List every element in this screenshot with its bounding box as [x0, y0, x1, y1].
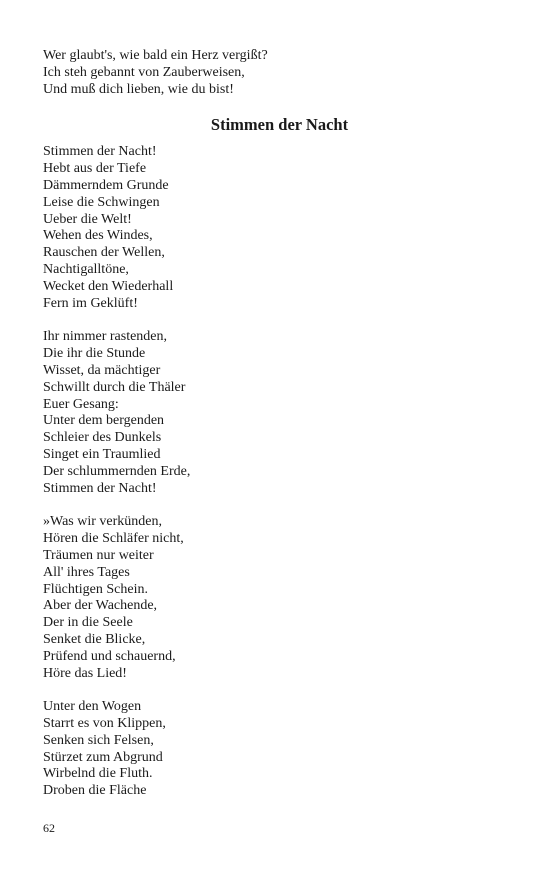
- verse-line: Wisset, da mächtiger: [43, 362, 161, 378]
- stanza-gap: [43, 497, 513, 514]
- previous-poem-ending: [43, 48, 513, 98]
- verse-line: Schwillt durch die Thäler: [43, 379, 186, 395]
- verse-line: Höre das Lied!: [43, 665, 127, 681]
- poem-title: Stimmen der Nacht: [210, 115, 349, 135]
- stanza-2: [43, 329, 513, 497]
- stanza-gap: [43, 312, 513, 329]
- verse-line: Wirbelnd die Fluth.: [43, 766, 153, 782]
- verse-line: Die ihr die Stunde: [43, 346, 146, 362]
- verse-line: Singet ein Traumlied: [43, 446, 161, 462]
- verse-line: Träumen nur weiter: [43, 547, 154, 563]
- verse-line: Fern im Geklüft!: [43, 295, 138, 311]
- verse-line: »Was wir verkünden,: [43, 514, 163, 530]
- verse-line: Nachtigalltöne,: [43, 261, 129, 277]
- verse-line: Wecket den Wiederhall: [43, 278, 174, 294]
- stanza-gap: [43, 682, 513, 699]
- verse-line: Schleier des Dunkels: [43, 430, 162, 446]
- verse-line: Der schlummernden Erde,: [43, 463, 191, 479]
- stanza-3: [43, 514, 513, 682]
- verse-line: Und muß dich lieben, wie du bist!: [43, 81, 234, 97]
- verse-line: Unter den Wogen: [43, 699, 142, 715]
- verse-line: Stimmen der Nacht!: [43, 144, 157, 160]
- verse-line: Aber der Wachende,: [43, 598, 158, 614]
- page-number: 62: [43, 821, 55, 835]
- verse-line: Stimmen der Nacht!: [43, 480, 157, 496]
- verse-line: Unter dem bergenden: [43, 413, 165, 429]
- verse-line: Hören die Schläfer nicht,: [43, 531, 184, 547]
- verse-line: Wehen des Windes,: [43, 228, 153, 244]
- stanza-4: [43, 699, 513, 800]
- verse-line: Stürzet zum Abgrund: [43, 749, 163, 765]
- verse-line: Rauschen der Wellen,: [43, 245, 165, 261]
- verse-line: Leise die Schwingen: [43, 194, 160, 210]
- stanza-1: [43, 144, 513, 312]
- verse-line: Euer Gesang:: [43, 396, 119, 412]
- verse-line: Ihr nimmer rastenden,: [43, 329, 168, 345]
- verse-line: Ueber die Welt!: [43, 211, 132, 227]
- verse-line: Droben die Fläche: [43, 783, 147, 799]
- verse-line: Dämmerndem Grunde: [43, 177, 169, 193]
- verse-line: Prüfend und schauernd,: [43, 648, 176, 664]
- verse-line: Ich steh gebannt von Zauberweisen,: [43, 64, 245, 80]
- verse-line: Senket die Blicke,: [43, 631, 146, 647]
- verse-line: Hebt aus der Tiefe: [43, 161, 147, 177]
- page-body: [43, 48, 513, 800]
- verse-line: Flüchtigen Schein.: [43, 581, 148, 597]
- verse-line: Wer glaubt's, wie bald ein Herz vergißt?: [43, 48, 268, 63]
- verse-line: Starrt es von Klippen,: [43, 716, 166, 732]
- verse-line: Der in die Seele: [43, 615, 133, 631]
- verse-line: All' ihres Tages: [43, 564, 130, 580]
- verse-line: Senken sich Felsen,: [43, 732, 154, 748]
